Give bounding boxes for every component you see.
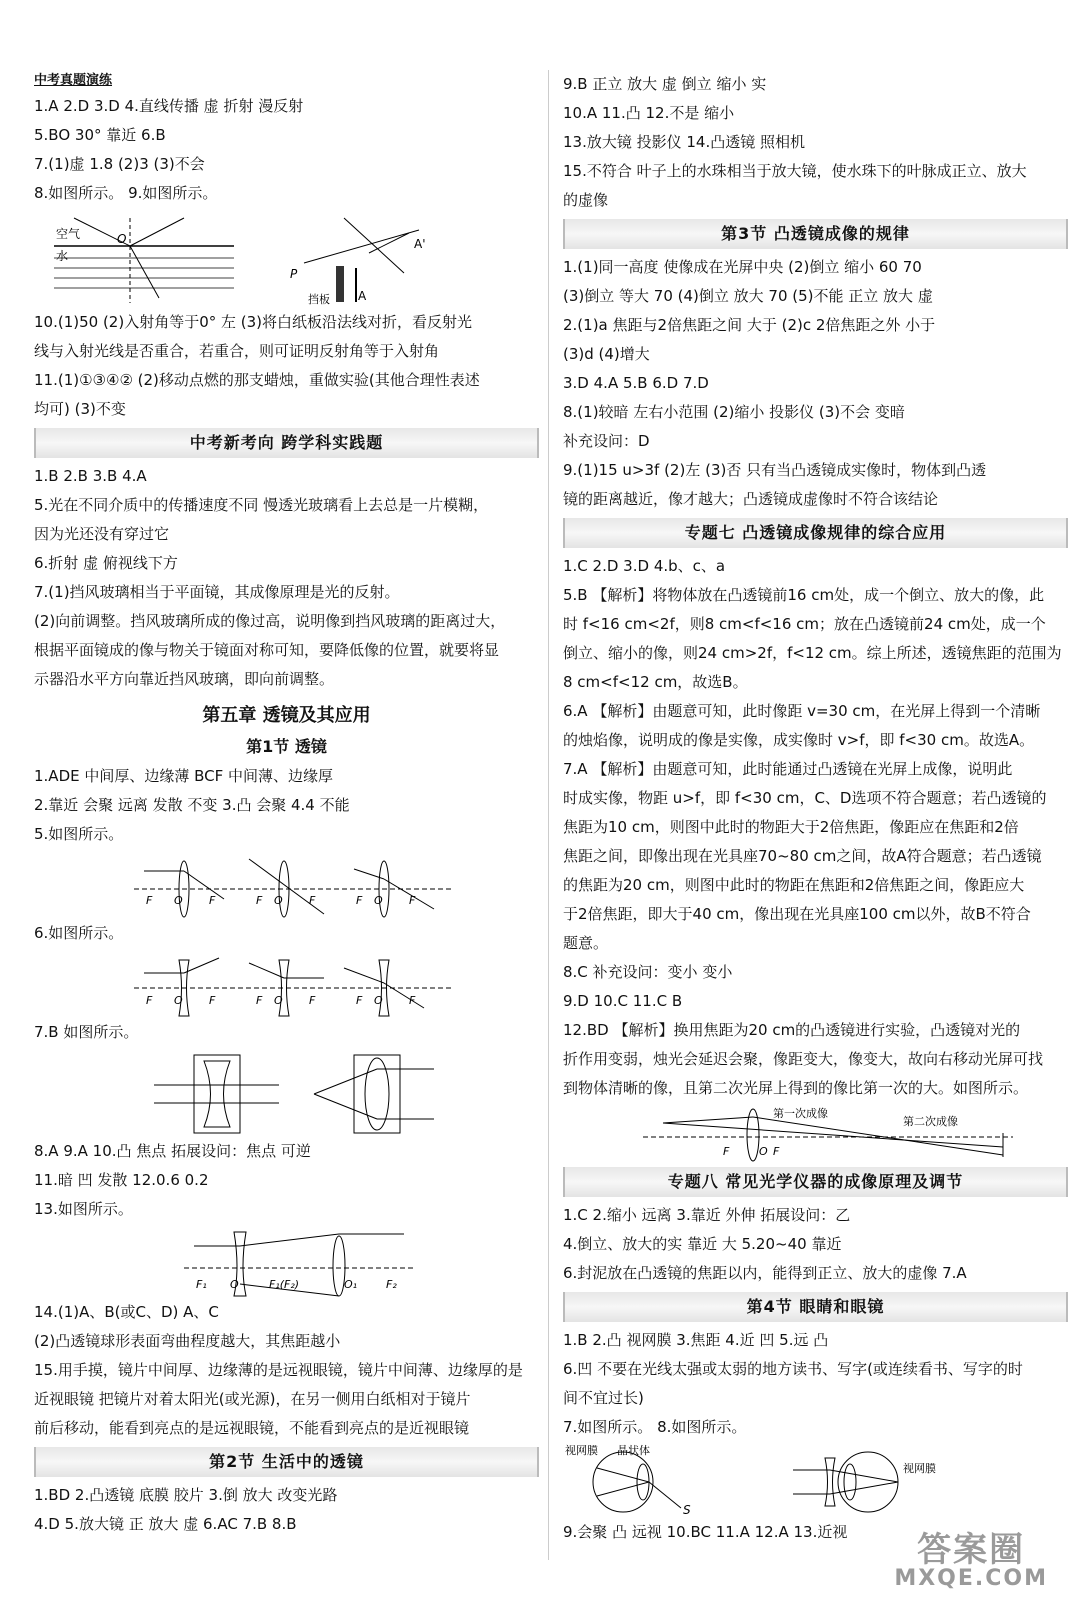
svg-text:O: O [174,894,183,907]
answer-line: 示器沿水平方向靠近挡风玻璃，即向前调整。 [34,670,335,688]
svg-text:O: O [174,994,183,1007]
answer-line: 线与入射光线是否重合，若重合，则可证明反射角等于入射角 [34,342,440,360]
answer-line: 12.BD 【解析】换用焦距为20 cm的凸透镜进行实验，凸透镜对光的 [563,1021,1021,1039]
answer-line: 13.放大镜 投影仪 14.凸透镜 照相机 [563,133,806,151]
lens-pair-diagram [34,1224,539,1298]
answer-line: 7.(1)虚 1.8 (2)3 (3)不会 [34,155,205,173]
fig7-retina-label: 视网膜 [565,1444,598,1457]
answer-line: 5.BO 30° 靠近 6.B [34,126,166,144]
svg-text:O: O [274,894,283,907]
answer-line: 9.D 10.C 11.C B [563,992,683,1010]
answer-line: 9.(1)15 u>3f (2)左 (3)否 只有当凸透镜成实像时，物体到凸透 [563,461,987,479]
answer-line: 题意。 [563,934,609,952]
answer-line: 6.如图所示。 [34,924,124,942]
imaging-diagram [563,1103,1068,1163]
fig9-p-label: P [290,267,298,281]
answer-line: (2)向前调整。挡风玻璃所成的像过高，说明像到挡风玻璃的距离过大， [34,612,506,630]
answer-line: 5.光在不同介质中的传播速度不同 慢透光玻璃看上去总是一片模糊， [34,496,489,514]
fig7-s-label: S [683,1503,691,1517]
fig8-air-label: 空气 [56,227,81,241]
answer-line: 7.(1)挡风玻璃相当于平面镜，其成像原理是光的反射。 [34,583,400,601]
figure-6-concave-lenses [34,948,539,1018]
answer-line: 补充设问：D [563,432,650,450]
answer-line: 11.暗 凹 发散 12.0.6 0.2 [34,1171,209,1189]
answer-line: 6.凹 不要在光线太强或太弱的地方读书、写字(或连续看书、写字的时 [563,1360,1023,1378]
answer-line: 均可) (3)不变 [34,400,126,418]
column-divider [548,70,549,1560]
fig9-a-label: A [358,289,367,303]
svg-text:F: F [146,994,153,1007]
answer-line: 6.折射 虚 俯视线下方 [34,554,178,572]
section-bar-2: 第2节 生活中的透镜 [34,1447,539,1477]
right-column [563,70,1068,1547]
watermark-logo [894,1532,1048,1590]
answer-line: 1.C 2.D 3.D 4.b、c、a [563,557,726,575]
svg-text:F: F [356,894,363,907]
answer-line: 4.倒立、放大的实 靠近 大 5.20~40 靠近 [563,1235,842,1253]
answer-line: 焦距之间，即像出现在光具座70~80 cm之间，故A符合题意；若凸透镜 [563,847,1042,865]
fig13-o1: O₁ [344,1278,358,1291]
answer-line: 1.B 2.B 3.B 4.A [34,467,147,485]
answer-line: 因为光还没有穿过它 [34,525,170,543]
figure-13-lens-pair [34,1224,539,1298]
barrier-block [336,266,344,302]
section-bar-4: 第4节 眼睛和眼镜 [563,1292,1068,1322]
answer-line: 的虚像 [563,191,609,209]
answer-line: 1.BD 2.凸透镜 底膜 胶片 3.倒 放大 改变光路 [34,1486,338,1504]
section-bar-topic-8: 专题八 常见光学仪器的成像原理及调节 [563,1167,1068,1197]
svg-text:F: F [309,894,316,907]
answer-line: 8.如图所示。 9.如图所示。 [34,184,218,202]
fig12-first-label: 第一次成像 [773,1107,828,1120]
svg-text:O: O [759,1145,768,1158]
answer-line: 10.(1)50 (2)入射角等于0° 左 (3)将白纸板沿法线对折，看反射光 [34,313,473,331]
chapter-title: 第五章 透镜及其应用 [202,705,371,726]
answer-line: 的烛焰像，说明成的像是实像，成实像时 v>f，即 f<30 cm。故选A。 [563,731,1035,749]
fig13-f1f2: F₁(F₂) [269,1278,300,1291]
svg-text:F: F [256,994,263,1007]
watermark-line-2: MXQE.COM [894,1566,1048,1591]
svg-text:F: F [146,894,153,907]
watermark-line-1: 答案圈 [917,1530,1026,1570]
answer-line: (3)倒立 等大 70 (4)倒立 放大 70 (5)不能 正立 放大 虚 [563,287,933,305]
answer-line: 焦距为10 cm，则图中此时的物距大于2倍焦距，像距应在焦距和2倍 [563,818,1019,836]
answer-line: 10.A 11.凸 12.不是 缩小 [563,104,735,122]
answer-line: 6.封泥放在凸透镜的焦距以内，能得到正立、放大的虚像 7.A [563,1264,967,1282]
answer-line: 1.ADE 中间厚、边缘薄 BCF 中间薄、边缘厚 [34,767,334,785]
eye-diagrams [563,1442,1068,1518]
svg-text:F: F [773,1145,780,1158]
answer-line: 4.D 5.放大镜 正 放大 虚 6.AC 7.B 8.B [34,1515,297,1533]
svg-text:F: F [723,1145,730,1158]
answer-line: 到物体清晰的像，且第二次光屏上得到的像比第一次的大。如图所示。 [563,1079,1029,1097]
answer-line: 14.(1)A、B(或C、D) A、C [34,1303,219,1321]
answer-line: 1.B 2.凸 视网膜 3.焦距 4.近 凹 5.远 凸 [563,1331,829,1349]
answer-line: 9.B 正立 放大 虚 倒立 缩小 实 [563,75,767,93]
answer-line: 5.如图所示。 [34,825,124,843]
svg-text:F: F [409,994,416,1007]
svg-text:O: O [374,894,383,907]
fig13-o: O [230,1278,239,1291]
answer-line: 7.如图所示。 8.如图所示。 [563,1418,747,1436]
section-bar-topic-7: 专题七 凸透镜成像规律的综合应用 [563,518,1068,548]
answer-line: 9.会聚 凸 远视 10.BC 11.A 12.A 13.近视 [563,1523,848,1541]
lens-box-diagram [34,1047,539,1137]
answer-line: 8 cm<f<12 cm，故选B。 [563,673,748,691]
answer-line: 的焦距为20 cm，则图中此时的物距在焦距和2倍焦距之间，像距应大 [563,876,1025,894]
svg-text:F: F [209,894,216,907]
answer-line: 于2倍焦距，即大于40 cm，像出现在光具座100 cm以外，故B不符合 [563,905,1031,923]
fig8-retina-label: 视网膜 [903,1462,936,1475]
answer-line: 近视眼镜 把镜片对着太阳光(或光源)，在另一侧用白纸相对于镜片 [34,1390,471,1408]
answer-line: 5.B 【解析】将物体放在凸透镜前16 cm处，成一个倒立、放大的像，此 [563,586,1045,604]
svg-text:O: O [274,994,283,1007]
fig13-f2: F₂ [386,1278,397,1291]
figure-5-convex-lenses [34,849,539,919]
svg-text:F: F [409,894,416,907]
answer-line: 1.C 2.缩小 远离 3.靠近 外伸 拓展设问：乙 [563,1206,851,1224]
answer-line: 3.D 4.A 5.B 6.D 7.D [563,374,709,392]
answer-line: 7.B 如图所示。 [34,1023,139,1041]
answer-line: 2.靠近 会聚 远离 发散 不变 3.凸 会聚 4.4 不能 [34,796,350,814]
section-tag-real-exam: 中考真题演练 [34,73,113,88]
figures-8-9 [34,208,539,308]
svg-text:F: F [256,894,263,907]
answer-line: (3)d (4)增大 [563,345,650,363]
answer-line: 8.C 补充设问：变小 变小 [563,963,733,981]
fig13-f1: F₁ [196,1278,207,1291]
fig8-water-label: 水 [56,249,69,263]
figure-7-lens-boxes [34,1047,539,1137]
answer-line: 1.(1)同一高度 使像成在光屏中央 (2)倒立 缩小 60 70 [563,258,922,276]
answer-line: 根据平面镜成的像与物关于镜面对称可知，要降低像的位置，就要将显 [34,641,500,659]
figure-eyes [563,1442,1068,1518]
answer-line: 7.A 【解析】由题意可知，此时能通过凸透镜在光屏上成像，说明此 [563,760,1013,778]
fig7-lens-label: 晶状体 [617,1444,650,1457]
fig9-board-label: 挡板 [308,293,330,306]
convex-lens-diagram [34,849,539,919]
fig8-o-label: O [117,232,127,246]
figure-12-imaging [563,1103,1068,1163]
answer-line: 倒立、缩小的像，则24 cm>2f，f<12 cm。综上所述，透镜焦距的范围为 [563,644,1062,662]
answer-line: 15.不符合 叶子上的水珠相当于放大镜，使水珠下的叶脉成正立、放大 [563,162,1027,180]
answer-line: 时 f<16 cm<2f，则8 cm<f<16 cm；放在凸透镜前24 cm处，成一个 [563,615,1046,633]
svg-text:F: F [309,994,316,1007]
svg-text:F: F [356,994,363,1007]
answer-line: 8.(1)较暗 左右小范围 (2)缩小 投影仪 (3)不会 变暗 [563,403,905,421]
answer-line: 时成实像，物距 u>f，即 f<30 cm，C、D选项不符合题意；若凸透镜的 [563,789,1047,807]
answer-line: 1.A 2.D 3.D 4.直线传播 虚 折射 漫反射 [34,97,304,115]
answer-line: 镜的距离越近，像才越大；凸透镜成虚像时不符合该结论 [563,490,939,508]
section-title-1: 第1节 透镜 [246,737,327,756]
answer-line: 2.(1)a 焦距与2倍焦距之间 大于 (2)c 2倍焦距之外 小于 [563,316,936,334]
answer-line: 折作用变弱，烛光会延迟会聚，像距变大，像变大，故向右移动光屏可找 [563,1050,1044,1068]
answer-line: 15.用手摸，镜片中间厚、边缘薄的是远视眼镜，镜片中间薄、边缘厚的是 [34,1361,523,1379]
fig12-second-label: 第二次成像 [903,1115,958,1128]
section-bar-3: 第3节 凸透镜成像的规律 [563,219,1068,249]
svg-text:O: O [374,994,383,1007]
svg-text:F: F [209,994,216,1007]
answer-line: 间不宜过长) [563,1389,644,1407]
answer-line: 6.A 【解析】由题意可知，此时像距 v=30 cm，在光屏上得到一个清晰 [563,702,1041,720]
concave-lens-diagram [34,948,539,1018]
left-column [34,70,539,1539]
answer-line: (2)凸透镜球形表面弯曲程度越大，其焦距越小 [34,1332,341,1350]
answer-line: 前后移动，能看到亮点的是远视眼镜，不能看到亮点的是近视眼镜 [34,1419,470,1437]
fig9-a-prime-label: A' [414,237,426,251]
reflection-refraction-diagrams [34,208,539,308]
section-bar-new-trend: 中考新考向 跨学科实践题 [34,428,539,458]
answer-line: 11.(1)①③④② (2)移动点燃的那支蜡烛，重做实验(其他合理性表述 [34,371,480,389]
answer-line: 13.如图所示。 [34,1200,133,1218]
answer-line: 8.A 9.A 10.凸 焦点 拓展设问：焦点 可逆 [34,1142,311,1160]
